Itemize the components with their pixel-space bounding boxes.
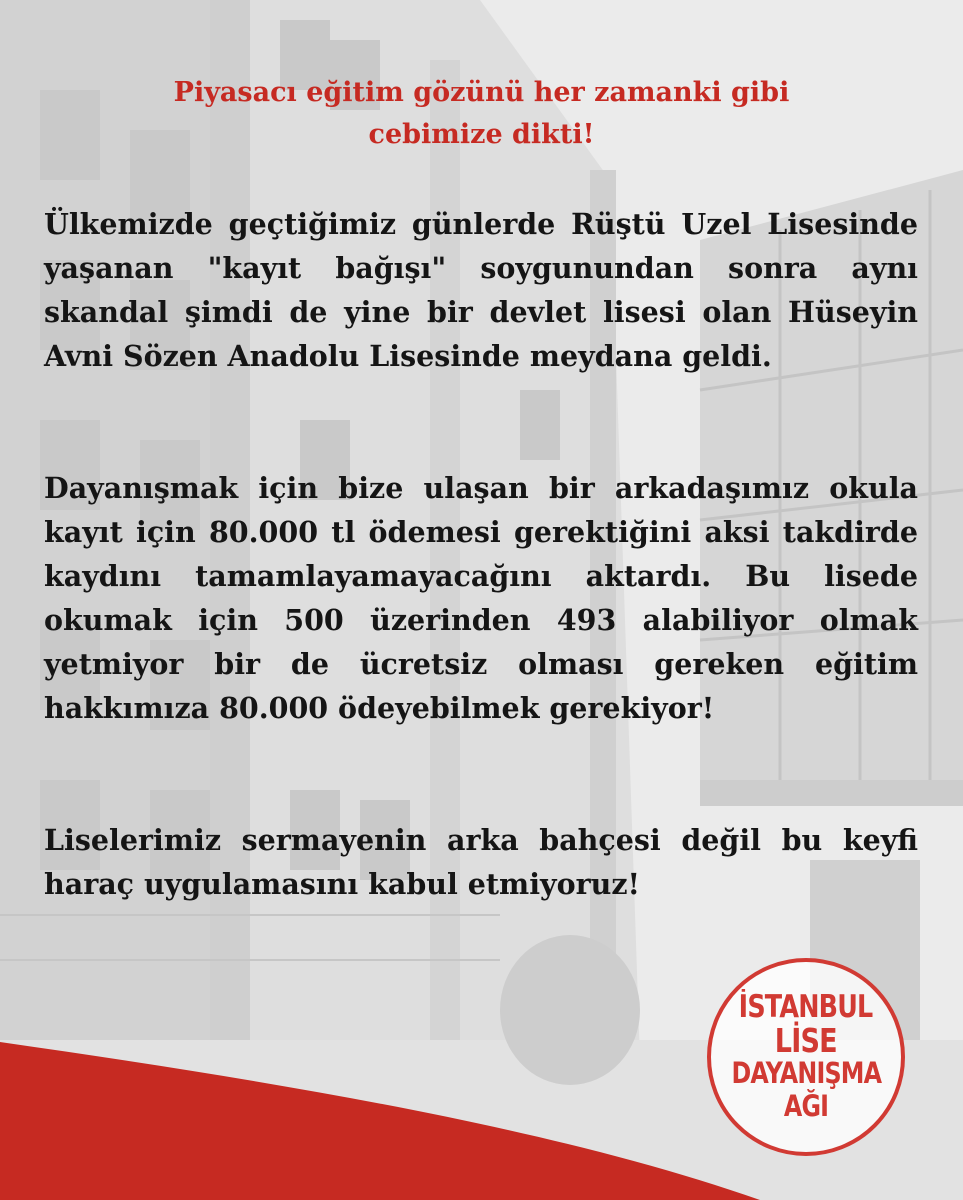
headline-line-2: cebimize dikti! (368, 119, 595, 150)
paragraph-3: Liselerimiz sermayenin arka bahçesi değil bu keyfi haraç uygulamasını kabul etmiyoruz! (44, 823, 918, 901)
istanbul-lise-dayanisma-agi-logo (707, 958, 905, 1156)
headline-line-1: Piyasacı eğitim gözünü her zamanki gibi (173, 77, 790, 108)
headline (60, 72, 903, 156)
paragraph-1: Ülkemizde geçtiğimiz günlerde Rüştü Uzel Lisesinde yaşanan "kayıt bağışı" soygunundan sonra aynı skandal şimdi de yine bir devlet lisesi olan Hüseyin Avni Sözen Anadolu Lisesinde meydana geldi. (44, 207, 918, 373)
logo-line-3: DAYANIŞMA (731, 1056, 881, 1090)
logo-line-1: İSTANBUL (739, 989, 873, 1025)
paragraph-2: Dayanışmak için bize ulaşan bir arkadaşımız okula kayıt için 80.000 tl ödemesi gerektiğini aksi takdirde kaydını tamamlayamayacağını aktardı. Bu lisede okumak için 500 üzerinden 493 alabiliyor olmak yetmiyor bir de ücretsiz olması gereken eğitim hakkımıza 80.000 ödeyebilmek gerekiyor! (44, 471, 918, 725)
logo-line-2: LİSE (774, 1021, 838, 1060)
logo-line-4: AĞI (783, 1089, 829, 1123)
